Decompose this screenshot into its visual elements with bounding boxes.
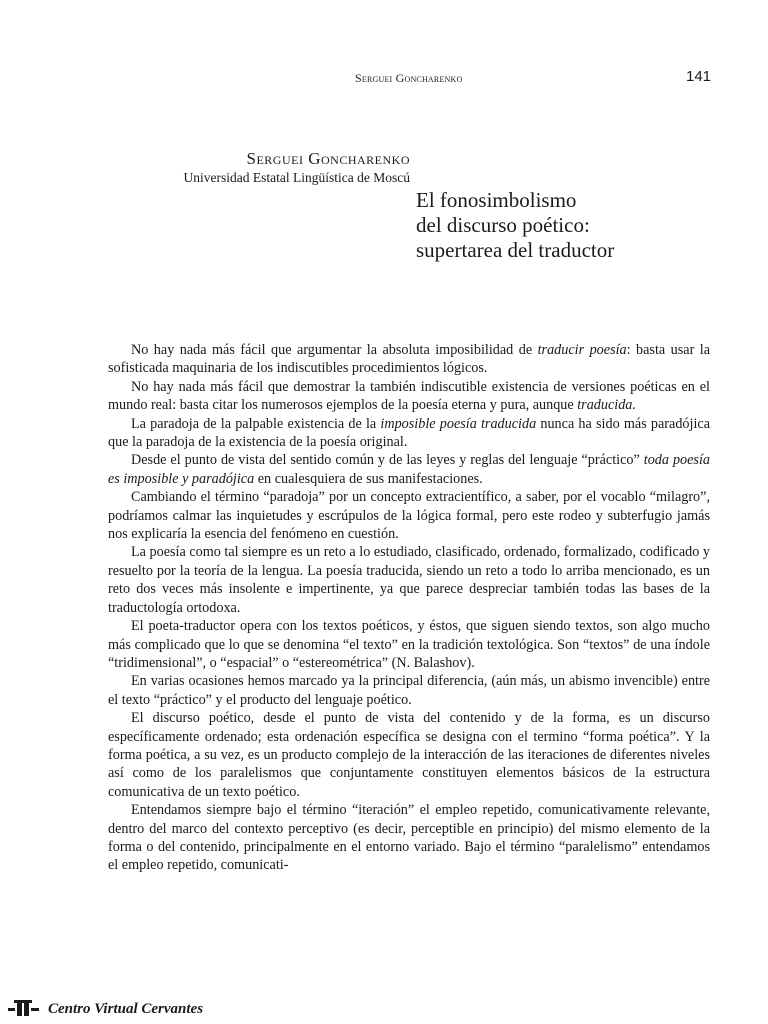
author-block	[110, 149, 410, 186]
italic-text-run: traducir poesía	[537, 342, 627, 358]
article-title	[416, 188, 746, 263]
text-run: : basta usar la sofisticada maquinaria de los indiscutibles procedimientos lógicos.	[108, 342, 711, 377]
text-run: No hay nada más fácil que argumentar la absoluta imposibilidad de	[131, 342, 538, 358]
text-run: Desde el punto de vista del sentido común y de las leyes y reglas del lenguaje “práctico”	[131, 452, 644, 469]
text-run: La poesía como tal siempre es un reto a lo estudiado, clasificado, ordenado, formalizado, codificado y resuelto por la teoría de la lengua. La poesía traducida, siendo un reto a todo lo arriba mencionado, es un reto dos veces más insolente e impertinente, ya que parece despreciar también todas las bases de la traductología ortodoxa.	[108, 544, 710, 616]
body-paragraph	[108, 801, 710, 875]
author-affiliation: Universidad Estatal Lingüística de Moscú	[183, 170, 410, 185]
centro-virtual-cervantes-logo-icon	[8, 1000, 42, 1018]
body-paragraph	[108, 341, 710, 378]
text-run: El discurso poético, desde el punto de vista del contenido y de la forma, es un discurso específicamente ordenado; esta ordenación específica se designa con el termino “forma poética”. Y la forma poética, a su vez, es un producto complejo de la interacción de las iteraciones de diferentes niveles así como de los paralelismos que conjuntamente constituyen elementos básicos de la estructura comunicativa de un texto poético.	[108, 710, 710, 800]
text-run: No hay nada más fácil que demostrar la también indiscutible existencia de versiones poéticas en el mundo real: basta citar los numerosos ejemplos de la poesía eterna y pura, aunque	[108, 378, 710, 414]
text-run: El poeta-traductor opera con los textos poéticos, y éstos, que siguen siendo textos, son algo mucho más complicado que lo que se denomina “el texto” en la tradición textológica. Son “textos” de una índole “tridimensional”, o “espacial” o “estereométrica” (N. Balashov).	[108, 618, 710, 671]
text-run: Cambiando el término “paradoja” por un concepto extracientífico, a saber, por el vocablo “milagro”, podríamos calmar las inquietudes y escrúpulos de la lógica formal, pero este rodeo y subterfugio jamás nos explicaría la esencia del fenómeno en cuestión.	[108, 489, 710, 543]
text-run: La paradoja de la palpable existencia de la	[131, 415, 381, 432]
footer	[8, 1000, 203, 1018]
text-run: Entendamos siempre bajo el término “iteración” el empleo repetido, comunicativamente relevante, dentro del marco del contexto perceptivo (es decir, perceptible en principio) del mismo elemento de la forma o del contenido, principalmente en el entorno variado. Bajo el término “paralelismo” entendamos el empleo repetido, comunicati-	[108, 802, 710, 874]
page-number: 141	[686, 68, 712, 85]
footer-label: Centro Virtual Cervantes	[48, 1000, 204, 1017]
title-line: del discurso poético:	[416, 213, 590, 237]
body-paragraph	[108, 451, 710, 488]
text-run: En varias ocasiones hemos marcado ya la principal diferencia, (aún más, un abismo invencible) entre el texto “práctico” y el producto del lenguaje poético.	[108, 673, 710, 708]
title-line: El fonosimbolismo	[416, 188, 577, 212]
body-paragraph	[108, 543, 710, 617]
running-head: Serguei Goncharenko	[355, 71, 463, 85]
body-paragraph	[108, 378, 710, 415]
italic-text-run: imposible poesía traducida	[380, 415, 537, 432]
text-run: en cualesquiera de sus manifestaciones.	[254, 470, 483, 487]
body-paragraph	[108, 488, 710, 543]
italic-text-run: traducida.	[577, 397, 636, 414]
body-paragraph	[108, 709, 710, 801]
title-line: supertarea del traductor	[416, 238, 615, 262]
body-paragraph	[108, 415, 710, 452]
text-run: nunca ha sido más paradójica que la paradoja de la existencia de la poesía original.	[108, 415, 710, 451]
body-paragraph	[108, 672, 710, 709]
body-paragraph	[108, 617, 710, 672]
italic-text-run: toda poesía es imposible y paradójica	[108, 452, 710, 487]
author-name: Serguei Goncharenko	[246, 149, 410, 168]
body-text	[108, 341, 710, 875]
